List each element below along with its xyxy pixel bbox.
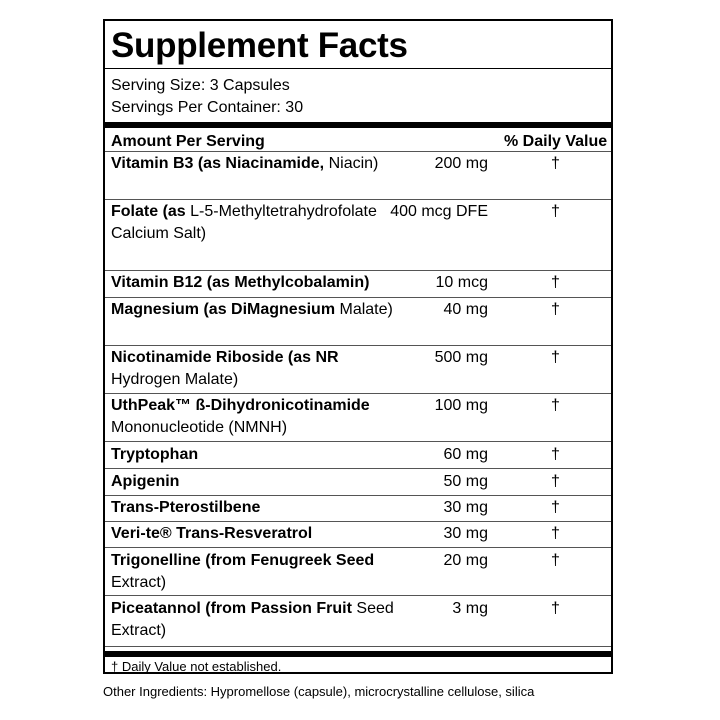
servings-per-container: Servings Per Container: 30: [111, 99, 304, 116]
nutrient-name: Piceatannol (from Passion Fruit Seed Extract): [111, 600, 394, 639]
row-divider: [105, 646, 611, 647]
amount-per-serving-header: Amount Per Serving: [111, 133, 265, 150]
row-divider: [105, 495, 611, 496]
nutrient-dv: †: [551, 203, 560, 220]
nutrient-name: Vitamin B3 (as Niacinamide, Niacin): [111, 155, 379, 172]
nutrient-dv: †: [551, 155, 560, 172]
nutrient-dv: †: [551, 552, 560, 569]
panel-title: Supplement Facts: [111, 26, 408, 65]
nutrient-amount: 500 mg: [434, 349, 488, 366]
nutrient-amount: 30 mg: [443, 525, 488, 542]
nutrient-name: Magnesium (as DiMagnesium Malate): [111, 301, 393, 318]
nutrient-amount: 30 mg: [443, 499, 488, 516]
nutrient-amount: 40 mg: [443, 301, 488, 318]
nutrient-dv: †: [551, 274, 560, 291]
row-divider: [105, 270, 611, 271]
header-thick-rule: [105, 122, 611, 128]
nutrient-amount: 10 mcg: [435, 274, 488, 291]
row-divider: [105, 393, 611, 394]
row-divider: [105, 547, 611, 548]
footnote: † Daily Value not established.: [111, 659, 282, 674]
nutrient-amount: 50 mg: [443, 473, 488, 490]
nutrient-name: Apigenin: [111, 473, 180, 490]
daily-value-header: % Daily Value: [504, 133, 608, 150]
nutrient-amount: 60 mg: [443, 446, 488, 463]
row-divider: [105, 595, 611, 596]
nutrient-name: Folate (as L-5-Methyltetrahydrofolate Calcium Salt): [111, 203, 377, 242]
nutrient-name: Trans-Pterostilbene: [111, 499, 261, 516]
nutrient-name: Vitamin B12 (as Methylcobalamin): [111, 274, 370, 291]
supplement-facts-panel: [103, 19, 613, 674]
nutrient-dv: †: [551, 525, 560, 542]
row-divider: [105, 521, 611, 522]
nutrient-name: Trigonelline (from Fenugreek Seed Extract): [111, 552, 375, 591]
footer-thick-rule: [105, 651, 611, 657]
nutrient-dv: †: [551, 349, 560, 366]
nutrient-name: Nicotinamide Riboside (as NR Hydrogen Malate): [111, 349, 339, 388]
nutrient-name: Tryptophan: [111, 446, 199, 463]
row-divider: [105, 297, 611, 298]
nutrient-dv: †: [551, 301, 560, 318]
nutrient-amount: 400 mcg DFE: [390, 203, 488, 220]
nutrient-amount: 3 mg: [452, 600, 488, 617]
nutrient-dv: †: [551, 397, 560, 414]
row-divider: [105, 345, 611, 346]
nutrient-dv: †: [551, 499, 560, 516]
nutrient-amount: 200 mg: [434, 155, 488, 172]
serving-size: Serving Size: 3 Capsules: [111, 77, 290, 94]
title-rule: [105, 68, 611, 69]
row-divider: [105, 468, 611, 469]
nutrient-amount: 100 mg: [434, 397, 488, 414]
other-ingredients: Other Ingredients: Hypromellose (capsule), microcrystalline cellulose, silica: [103, 684, 535, 699]
header-bottom-rule: [105, 151, 611, 152]
nutrient-name: UthPeak™ ß-Dihydronicotinamide Mononucleotide (NMNH): [111, 397, 370, 436]
nutrient-name: Veri-te® Trans-Resveratrol: [111, 525, 313, 542]
nutrient-dv: †: [551, 446, 560, 463]
nutrient-amount: 20 mg: [443, 552, 488, 569]
row-divider: [105, 441, 611, 442]
nutrient-dv: †: [551, 600, 560, 617]
nutrient-dv: †: [551, 473, 560, 490]
row-divider: [105, 199, 611, 200]
